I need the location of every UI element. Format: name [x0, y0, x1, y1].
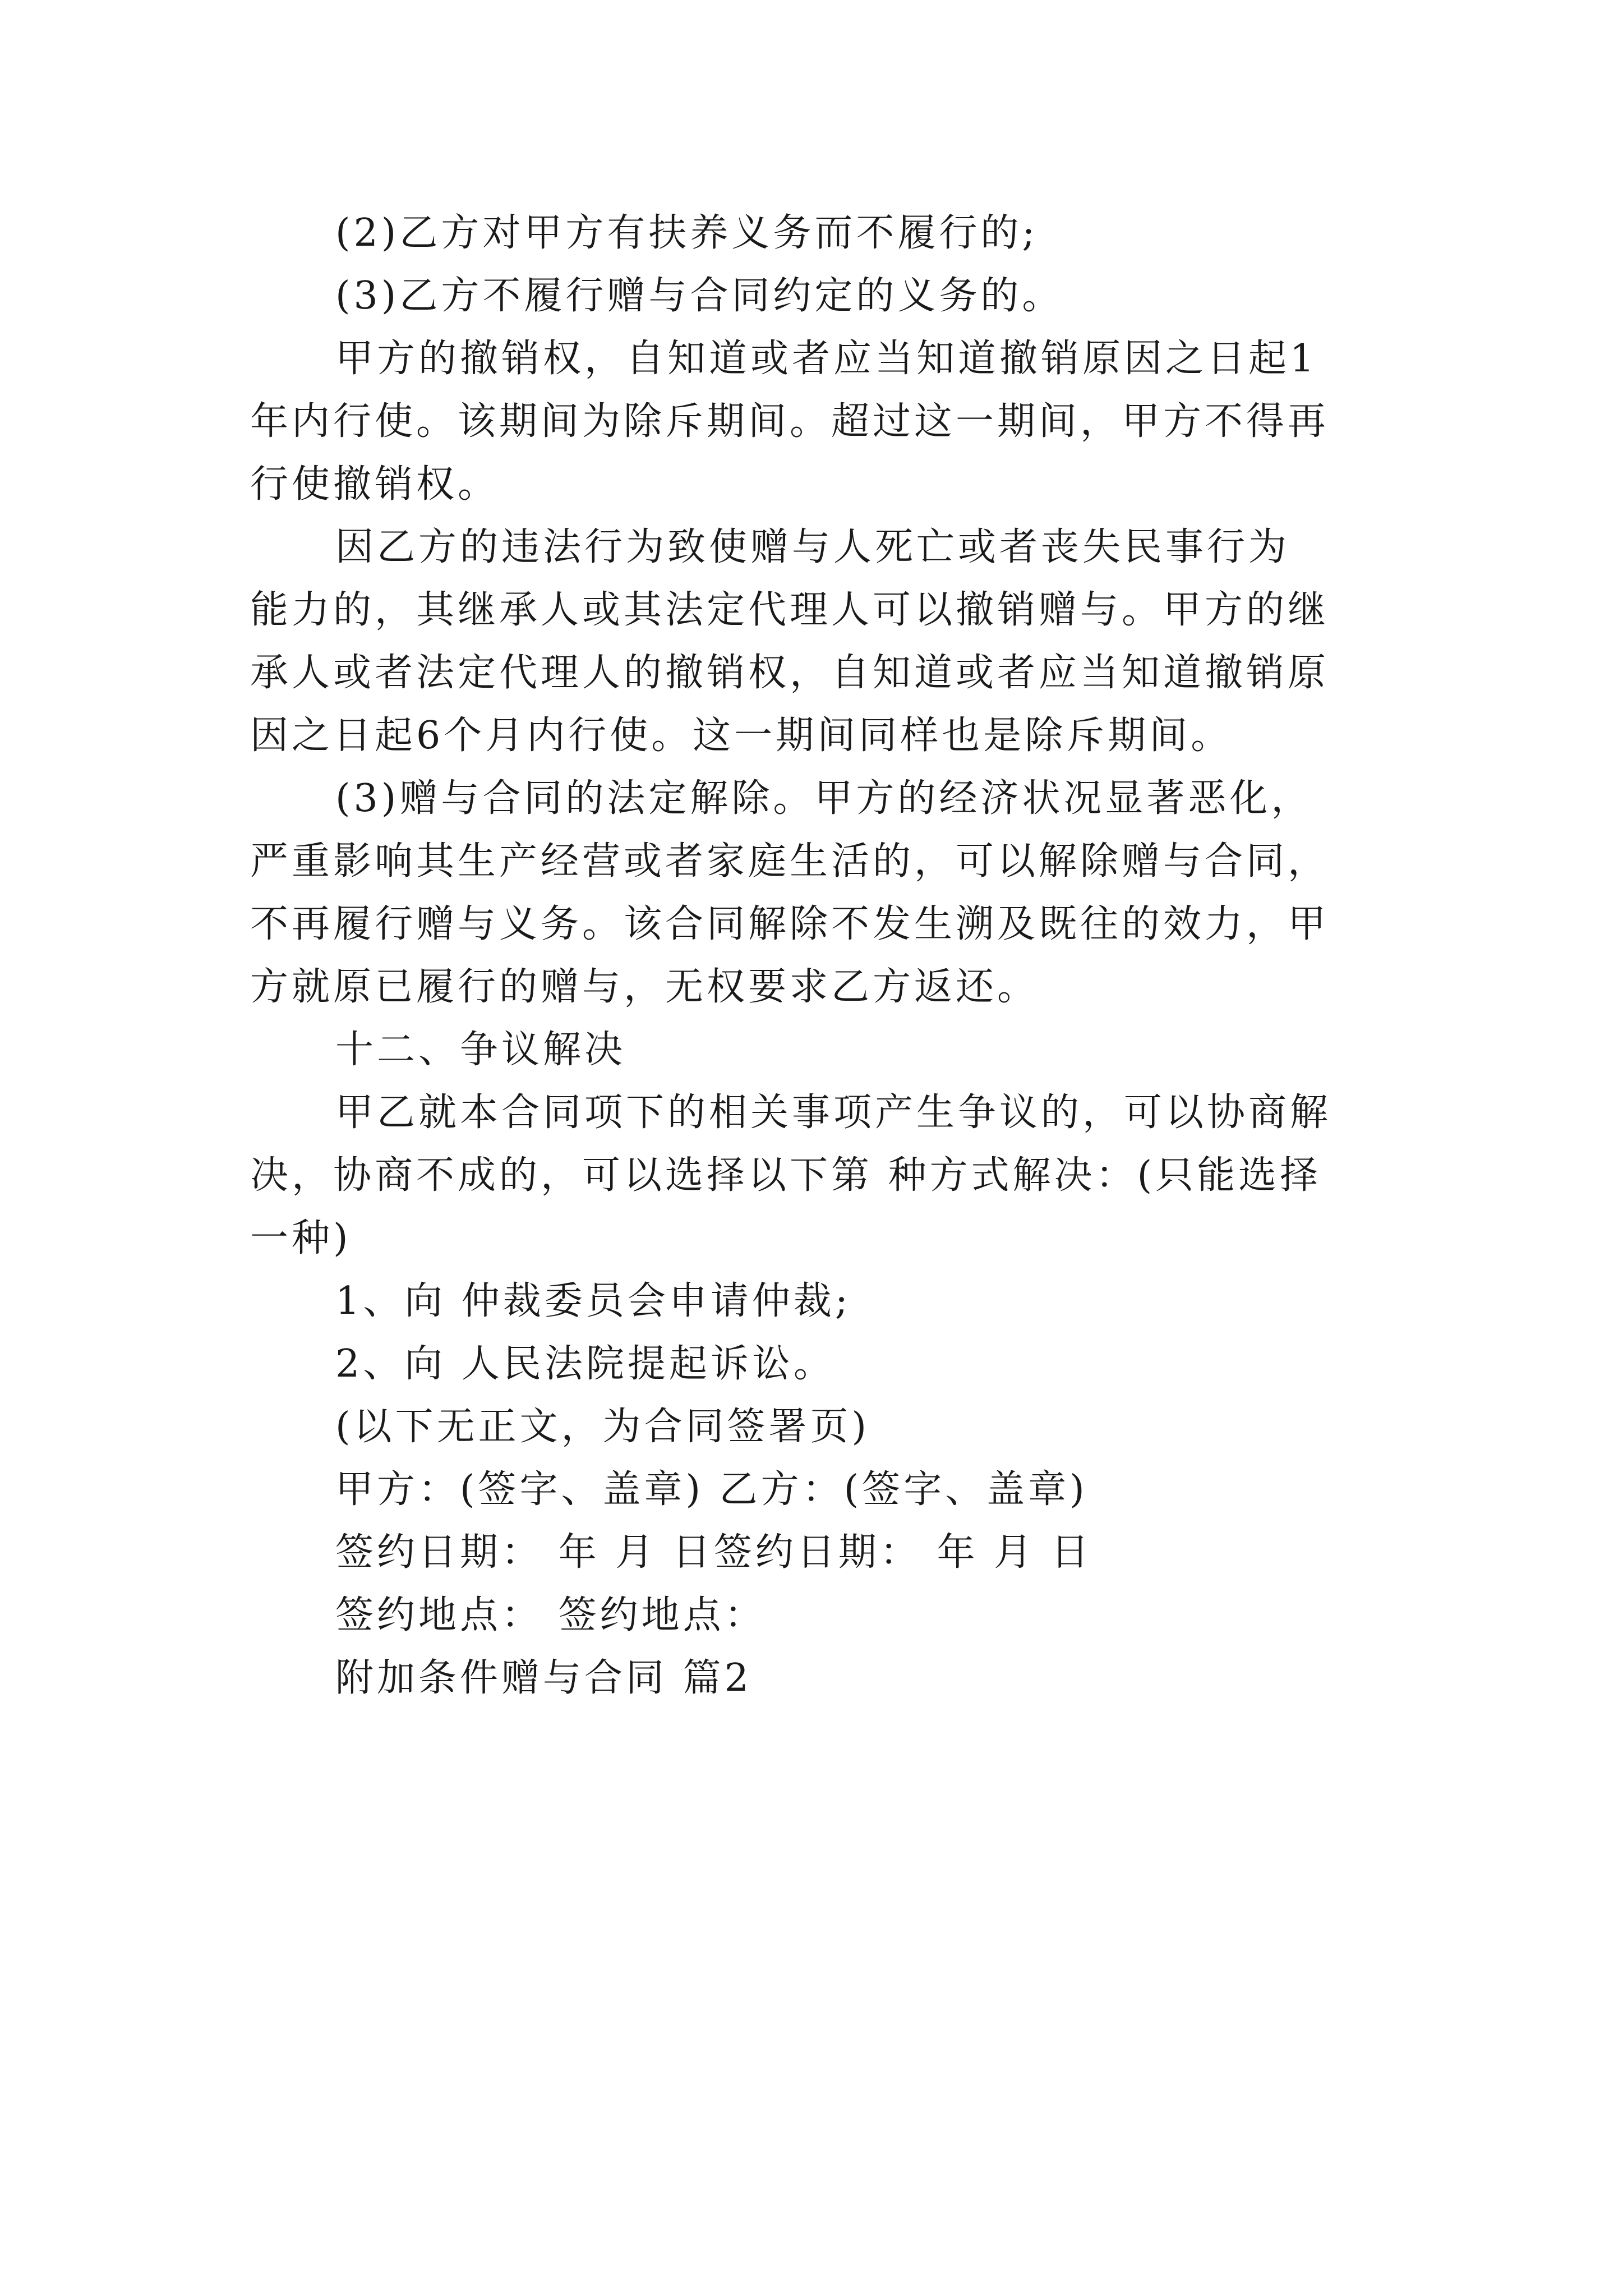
list-item: 2、向 人民法院提起诉讼。: [335, 1342, 835, 1386]
text-line: 方就原已履行的赠与，无权要求乙方返还。: [250, 965, 1039, 1009]
text-line: 行使撤销权。: [250, 462, 500, 507]
text-line: 甲乙就本合同项下的相关事项产生争议的，可以协商解: [335, 1091, 1332, 1135]
text-line: 甲方的撤销权，自知道或者应当知道撤销原因之日起1: [335, 337, 1318, 381]
text-line: 严重影响其生产经营或者家庭生活的，可以解除赠与合同，: [250, 839, 1330, 884]
text-line: (3)赠与合同的法定解除。甲方的经济状况显著恶化，: [335, 776, 1313, 821]
text-line: (2)乙方对甲方有扶养义务而不履行的;: [335, 211, 1039, 255]
text-line: 能力的，其继承人或其法定代理人可以撤销赠与。甲方的继: [250, 588, 1330, 632]
document-page: [250, 202, 1394, 1710]
text-line: 一种): [250, 1216, 352, 1260]
section-title: 附加条件赠与合同 篇2: [335, 1656, 752, 1700]
text-line: (3)乙方不履行赠与合同约定的义务的。: [335, 274, 1064, 318]
text-line: 年内行使。该期间为除斥期间。超过这一期间，甲方不得再: [250, 399, 1330, 444]
text-line: 因之日起6个月内行使。这一期间同样也是除斥期间。: [250, 714, 1233, 758]
section-heading: 十二、争议解决: [335, 1028, 626, 1072]
signing-place-line: 签约地点： 签约地点：: [335, 1593, 766, 1637]
text-line: 因乙方的违法行为致使赠与人死亡或者丧失民事行为: [335, 525, 1290, 569]
text-line: 不再履行赠与义务。该合同解除不发生溯及既往的效力，甲: [250, 902, 1330, 946]
signing-date-line: 签约日期： 年 月 日签约日期： 年 月 日: [335, 1530, 1092, 1575]
signature-line: 甲方：(签字、盖章) 乙方：(签字、盖章): [335, 1467, 1088, 1512]
list-item: 1、向 仲裁委员会申请仲裁;: [335, 1279, 851, 1323]
text-line: 决，协商不成的，可以选择以下第 种方式解决：(只能选择: [250, 1153, 1322, 1198]
text-line: 承人或者法定代理人的撤销权，自知道或者应当知道撤销原: [250, 651, 1330, 695]
text-line: (以下无正文，为合同签署页): [335, 1405, 870, 1449]
